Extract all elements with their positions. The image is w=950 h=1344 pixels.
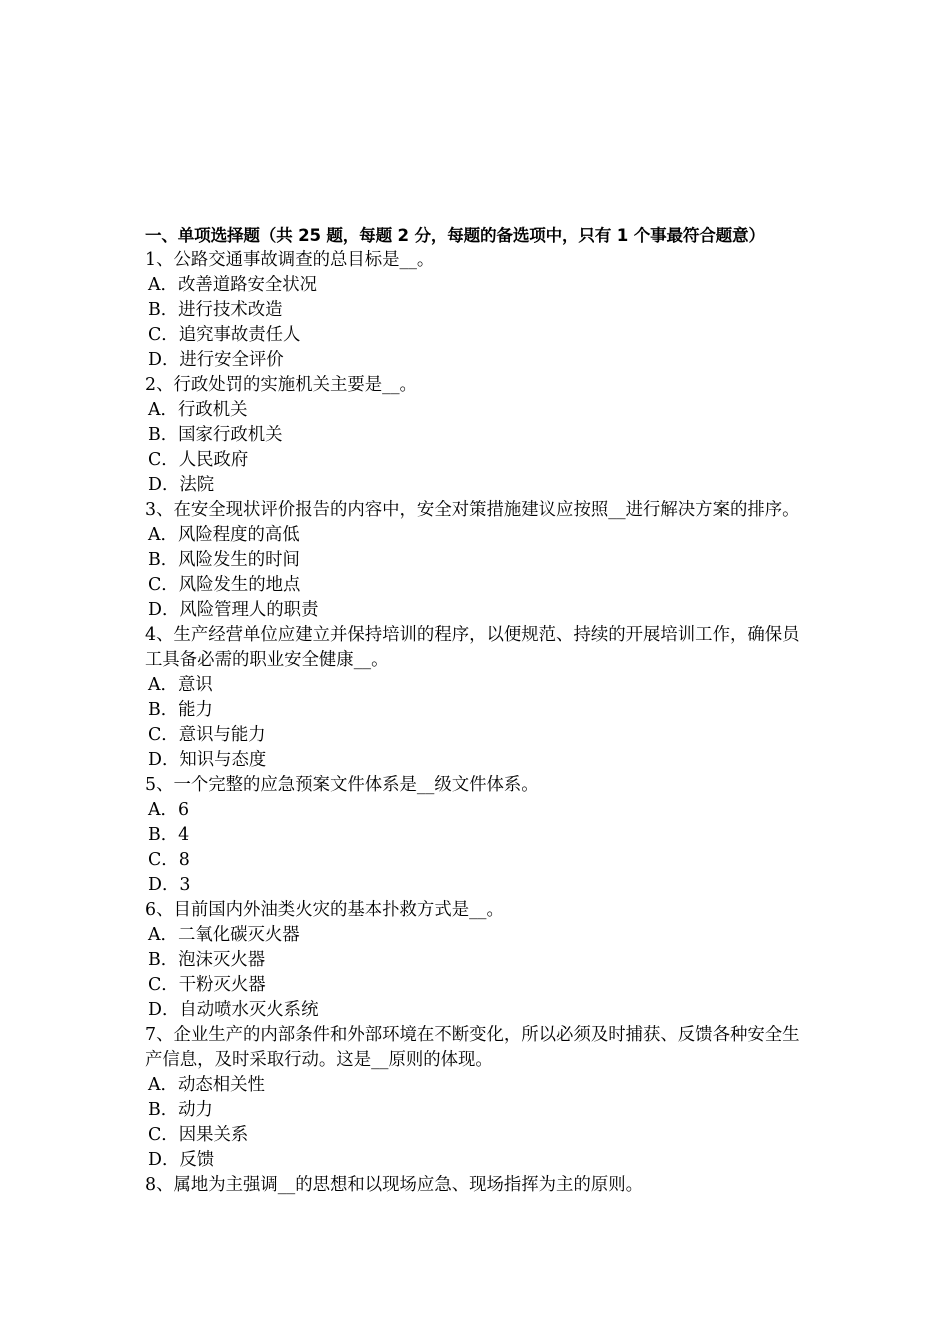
answer-option: B．进行技术改造 xyxy=(148,300,283,320)
answer-option: B．能力 xyxy=(148,700,213,720)
question-block xyxy=(145,373,810,498)
answer-option: D．反馈 xyxy=(148,1150,215,1170)
answer-option: D．自动喷水灭火系统 xyxy=(148,1000,319,1020)
answer-option: A．动态相关性 xyxy=(148,1075,265,1095)
question-stem: 2、行政处罚的实施机关主要是__。 xyxy=(145,375,417,395)
answer-option: A．改善道路安全状况 xyxy=(148,275,318,295)
question-block xyxy=(145,898,810,1023)
answer-option: D．知识与态度 xyxy=(148,750,267,770)
document-page xyxy=(145,223,810,1198)
question-block xyxy=(145,248,810,373)
question-stem: 3、在安全现状评价报告的内容中，安全对策措施建议应按照__进行解决方案的排序。 xyxy=(145,500,800,520)
question-block xyxy=(145,1023,810,1173)
question-block xyxy=(145,498,810,623)
answer-option: A．风险程度的高低 xyxy=(148,525,300,545)
answer-option: B．4 xyxy=(148,825,190,845)
question-stem: 4、生产经营单位应建立并保持培训的程序，以便规范、持续的开展培训工作，确保员工具备必需的职业安全健康__。 xyxy=(145,625,800,670)
answer-option: C．8 xyxy=(148,850,190,870)
answer-option: D．风险管理人的职责 xyxy=(148,600,319,620)
question-stem: 7、企业生产的内部条件和外部环境在不断变化，所以必须及时捕获、反馈各种安全生产信息，及时采取行动。这是__原则的体现。 xyxy=(145,1025,800,1070)
answer-option: D．3 xyxy=(148,875,191,895)
answer-option: C．干粉灭火器 xyxy=(148,975,266,995)
question-list xyxy=(145,248,810,1198)
answer-option: C．追究事故责任人 xyxy=(148,325,301,345)
answer-option: C．风险发生的地点 xyxy=(148,575,301,595)
answer-option: D．法院 xyxy=(148,475,215,495)
answer-option: C．因果关系 xyxy=(148,1125,249,1145)
question-stem: 8、属地为主强调__的思想和以现场应急、现场指挥为主的原则。 xyxy=(145,1175,644,1195)
answer-option: C．人民政府 xyxy=(148,450,249,470)
answer-option: B．风险发生的时间 xyxy=(148,550,300,570)
answer-option: A．行政机关 xyxy=(148,400,248,420)
question-block xyxy=(145,623,810,773)
question-block xyxy=(145,773,810,898)
answer-option: B．国家行政机关 xyxy=(148,425,283,445)
answer-option: C．意识与能力 xyxy=(148,725,266,745)
answer-option: A．6 xyxy=(148,800,190,820)
question-stem: 6、目前国内外油类火灾的基本扑救方式是__。 xyxy=(145,900,504,920)
section-heading: 一、单项选择题（共 25 题，每题 2 分，每题的备选项中，只有 1 个事最符合题意） xyxy=(145,226,765,245)
answer-option: A．意识 xyxy=(148,675,213,695)
answer-option: B．动力 xyxy=(148,1100,213,1120)
question-stem: 1、公路交通事故调查的总目标是__。 xyxy=(145,250,435,270)
question-stem: 5、一个完整的应急预案文件体系是__级文件体系。 xyxy=(145,775,539,795)
answer-option: A．二氧化碳灭火器 xyxy=(148,925,300,945)
question-block xyxy=(145,1173,810,1198)
answer-option: B．泡沫灭火器 xyxy=(148,950,266,970)
answer-option: D．进行安全评价 xyxy=(148,350,284,370)
